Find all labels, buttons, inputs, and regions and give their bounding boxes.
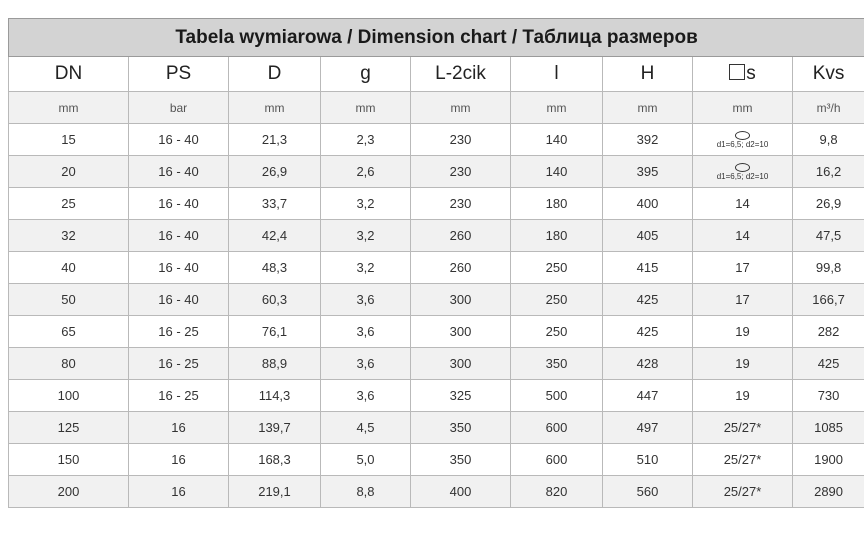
cell-h: 392 [603,124,693,156]
column-header-kvs: Kvs [793,57,864,92]
dimension-table [8,18,864,508]
cell-g: 4,5 [321,412,411,444]
cell-ps: 16 [129,476,229,508]
cell-g: 3,6 [321,284,411,316]
column-header-s [693,57,793,92]
cell-kvs: 282 [793,316,864,348]
units-row [9,92,864,124]
cell-h: 510 [603,444,693,476]
cell-l2: 230 [411,188,511,220]
cell-s: 14 [693,220,793,252]
table-row [9,220,864,252]
unit-kvs: m³/h [793,92,864,124]
cell-ps: 16 [129,412,229,444]
cell-d: 42,4 [229,220,321,252]
cell-l2: 350 [411,412,511,444]
table-row [9,284,864,316]
cell-l: 600 [511,444,603,476]
cell-l: 600 [511,412,603,444]
table-row [9,412,864,444]
cell-dn: 32 [9,220,129,252]
cell-dn: 80 [9,348,129,380]
cell-s: 25/27* [693,476,793,508]
cell-l2: 350 [411,444,511,476]
cell-kvs: 16,2 [793,156,864,188]
table-title: Tabela wymiarowa / Dimension chart / Таблица размеров [9,19,864,57]
cell-h: 425 [603,316,693,348]
cell-d: 168,3 [229,444,321,476]
cell-s: 19 [693,348,793,380]
cell-l: 180 [511,188,603,220]
table-title-row [9,19,864,57]
cell-d: 139,7 [229,412,321,444]
cell-ps: 16 [129,444,229,476]
table-row [9,124,864,156]
cell-s: 19 [693,380,793,412]
cell-dn: 125 [9,412,129,444]
cell-g: 8,8 [321,476,411,508]
cell-ps: 16 - 40 [129,188,229,220]
cell-h: 497 [603,412,693,444]
table-row [9,444,864,476]
cell-l2: 260 [411,220,511,252]
cell-ps: 16 - 40 [129,252,229,284]
cell-g: 3,6 [321,348,411,380]
cell-kvs: 1085 [793,412,864,444]
cell-dn: 40 [9,252,129,284]
cell-kvs: 9,8 [793,124,864,156]
table-row [9,348,864,380]
cell-kvs: 26,9 [793,188,864,220]
oval-icon [735,131,750,140]
column-header-dn: DN [9,57,129,92]
table-row [9,188,864,220]
table-row [9,380,864,412]
cell-ps: 16 - 25 [129,380,229,412]
cell-h: 447 [603,380,693,412]
column-header-d: D [229,57,321,92]
cell-h: 428 [603,348,693,380]
cell-l2: 230 [411,156,511,188]
cell-kvs: 166,7 [793,284,864,316]
cell-kvs: 730 [793,380,864,412]
cell-d: 33,7 [229,188,321,220]
square-icon [729,64,745,80]
cell-g: 3,6 [321,380,411,412]
column-header-s-label: s [746,63,756,84]
cell-l2: 300 [411,316,511,348]
cell-g: 3,6 [321,316,411,348]
column-header-h: H [603,57,693,92]
cell-l: 180 [511,220,603,252]
oval-icon [735,163,750,172]
column-header-g: g [321,57,411,92]
cell-kvs: 47,5 [793,220,864,252]
cell-d: 26,9 [229,156,321,188]
cell-g: 3,2 [321,188,411,220]
column-header-row [9,57,864,92]
cell-g: 5,0 [321,444,411,476]
cell-d: 219,1 [229,476,321,508]
cell-dn: 15 [9,124,129,156]
cell-h: 560 [603,476,693,508]
cell-dn: 65 [9,316,129,348]
unit-ps: bar [129,92,229,124]
cell-s: 17 [693,284,793,316]
cell-d: 88,9 [229,348,321,380]
unit-l2cik: mm [411,92,511,124]
dimension-table-container [8,18,864,508]
cell-dn: 50 [9,284,129,316]
unit-d: mm [229,92,321,124]
cell-s [693,124,793,156]
cell-ps: 16 - 25 [129,316,229,348]
cell-ps: 16 - 40 [129,124,229,156]
cell-s: 25/27* [693,444,793,476]
cell-d: 60,3 [229,284,321,316]
cell-ps: 16 - 25 [129,348,229,380]
cell-l2: 400 [411,476,511,508]
cell-s: 14 [693,188,793,220]
unit-s: mm [693,92,793,124]
cell-s-text: d1=6,5; d2=10 [716,171,769,181]
cell-s: 17 [693,252,793,284]
cell-l2: 325 [411,380,511,412]
table-body [9,124,864,508]
unit-g: mm [321,92,411,124]
cell-h: 395 [603,156,693,188]
table-row [9,156,864,188]
cell-l: 140 [511,124,603,156]
cell-g: 2,6 [321,156,411,188]
cell-s: 19 [693,316,793,348]
table-row [9,476,864,508]
cell-d: 21,3 [229,124,321,156]
cell-dn: 20 [9,156,129,188]
cell-d: 48,3 [229,252,321,284]
cell-d: 114,3 [229,380,321,412]
cell-l: 350 [511,348,603,380]
cell-l: 140 [511,156,603,188]
column-header-l: l [511,57,603,92]
cell-l: 250 [511,252,603,284]
table-row [9,316,864,348]
cell-dn: 200 [9,476,129,508]
cell-dn: 150 [9,444,129,476]
column-header-l2cik: L-2cik [411,57,511,92]
cell-h: 415 [603,252,693,284]
cell-l2: 300 [411,284,511,316]
cell-s-text: d1=6,5; d2=10 [716,139,769,149]
cell-s [693,156,793,188]
cell-l2: 260 [411,252,511,284]
table-row [9,252,864,284]
cell-kvs: 425 [793,348,864,380]
cell-l: 500 [511,380,603,412]
cell-g: 2,3 [321,124,411,156]
cell-l2: 230 [411,124,511,156]
cell-g: 3,2 [321,220,411,252]
cell-ps: 16 - 40 [129,220,229,252]
unit-dn: mm [9,92,129,124]
cell-g: 3,2 [321,252,411,284]
cell-l2: 300 [411,348,511,380]
cell-l: 250 [511,316,603,348]
cell-s: 25/27* [693,412,793,444]
cell-kvs: 1900 [793,444,864,476]
cell-h: 400 [603,188,693,220]
cell-dn: 25 [9,188,129,220]
cell-ps: 16 - 40 [129,156,229,188]
cell-h: 425 [603,284,693,316]
cell-ps: 16 - 40 [129,284,229,316]
cell-h: 405 [603,220,693,252]
cell-dn: 100 [9,380,129,412]
cell-kvs: 2890 [793,476,864,508]
unit-h: mm [603,92,693,124]
cell-l: 820 [511,476,603,508]
cell-kvs: 99,8 [793,252,864,284]
unit-l: mm [511,92,603,124]
cell-d: 76,1 [229,316,321,348]
column-header-ps: PS [129,57,229,92]
cell-l: 250 [511,284,603,316]
